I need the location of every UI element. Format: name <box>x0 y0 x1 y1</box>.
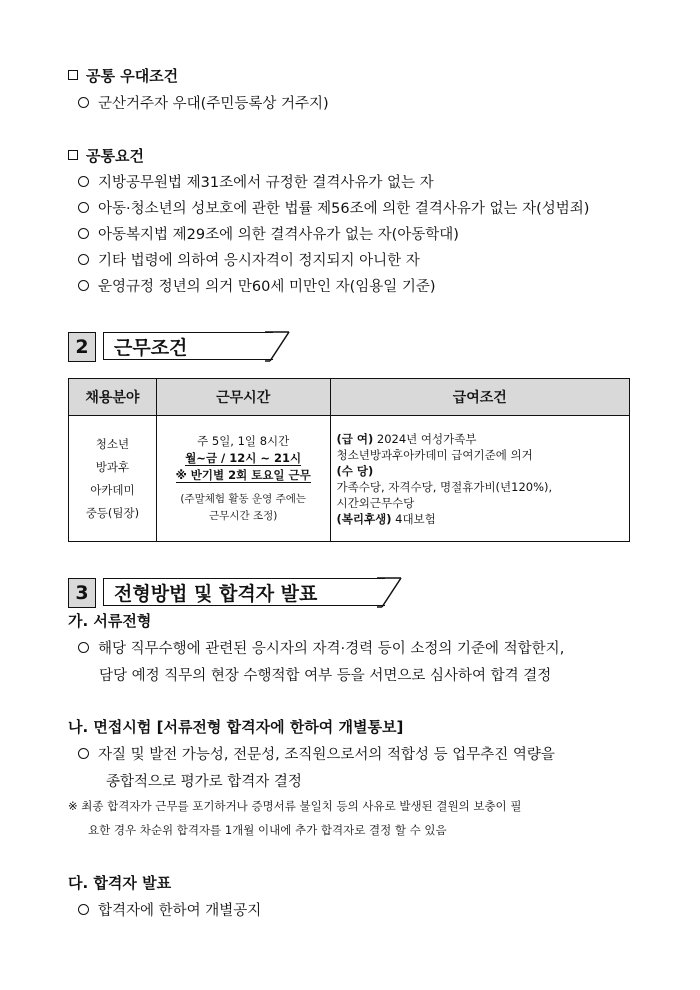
requirement-item: 지방공무원법 제31조에서 규정한 결격사유가 없는 자 <box>78 171 434 192</box>
document-screening-item-cont: 담당 예정 직무의 현장 수행적합 여부 등을 서면으로 심사하여 합격 결정 <box>99 668 552 684</box>
document-screening-item: 해당 직무수행에 관련된 응시자의 자격·경력 등이 소정의 기준에 적합한지, <box>78 637 564 658</box>
header-pay: 급여조건 <box>330 379 629 416</box>
requirements-heading: 공통요건 <box>68 145 144 166</box>
circle-bullet-icon <box>78 748 89 759</box>
circle-bullet-icon <box>78 904 89 915</box>
circle-bullet-icon <box>78 280 89 291</box>
interview-note: ※ 최종 합격자가 근무를 포기하거나 증명서류 불일치 등의 사유로 발생된 결원의 보충이 필 <box>68 799 522 813</box>
section-3-number: 3 <box>68 578 96 608</box>
section-2-number: 2 <box>68 332 96 362</box>
interview-item-cont: 종합적으로 평가로 합격자 결정 <box>106 774 302 790</box>
announcement-heading: 다. 합격자 발표 <box>68 874 172 892</box>
pay-cell: (급 여) 2024년 여성가족부 청소년방과후아카데미 급여기준에 의거 (수 당) 가족수당, 자격수당, 명절휴가비(년120%), 시간외근무수당 (복리후생) 4대보험 <box>330 416 629 542</box>
section-2-diagonal-decoration <box>265 331 295 362</box>
work-conditions-table <box>68 378 630 542</box>
preference-heading: 공통 우대조건 <box>68 65 178 86</box>
interview-note-cont: 요한 경우 차순위 합격자를 1개월 이내에 추가 합격자로 결정 할 수 있음 <box>88 823 447 837</box>
requirement-item: 아동·청소년의 성보호에 관한 법률 제56조에 의한 결격사유가 없는 자(성범죄) <box>78 197 589 218</box>
preference-item: 군산거주자 우대(주민등록상 거주지) <box>78 92 329 113</box>
circle-bullet-icon <box>78 202 89 213</box>
announcement-item: 합격자에 한하여 개별공지 <box>78 899 261 920</box>
hours-cell: 주 5일, 1일 8시간 월~금 / 12시 ~ 21시 ※ 반기별 2회 토요일 근무 (주말체험 활동 운영 주에는 근무시간 조정) <box>156 416 330 542</box>
circle-bullet-icon <box>78 176 89 187</box>
header-field: 채용분야 <box>69 379 157 416</box>
section-3-title: 전형방법 및 합격자 발표 <box>103 578 385 606</box>
document-screening-heading: 가. 서류전형 <box>68 612 152 630</box>
requirement-item: 기타 법령에 의하여 응시자격이 정지되지 아니한 자 <box>78 249 420 270</box>
circle-bullet-icon <box>78 254 89 265</box>
square-bullet-icon <box>68 150 78 160</box>
square-bullet-icon <box>68 70 78 80</box>
table-row <box>69 416 630 542</box>
requirement-item: 운영규정 정년의 의거 만60세 미만인 자(임용일 기준) <box>78 275 436 296</box>
header-hours: 근무시간 <box>156 379 330 416</box>
table-header-row <box>69 379 630 416</box>
section-2-title: 근무조건 <box>103 332 273 360</box>
requirement-item: 아동복지법 제29조에 의한 결격사유가 없는 자(아동학대) <box>78 223 459 244</box>
field-cell: 청소년 방과후 아카데미 중등(팀장) <box>69 416 157 542</box>
circle-bullet-icon <box>78 228 89 239</box>
section-3-diagonal-decoration <box>377 577 407 608</box>
interview-item: 자질 및 발전 가능성, 전문성, 조직원으로서의 적합성 등 업무추진 역량을 <box>78 743 555 764</box>
interview-heading: 나. 면접시험 [서류전형 합격자에 한하여 개별통보] <box>68 718 404 736</box>
circle-bullet-icon <box>78 642 89 653</box>
circle-bullet-icon <box>78 97 89 108</box>
